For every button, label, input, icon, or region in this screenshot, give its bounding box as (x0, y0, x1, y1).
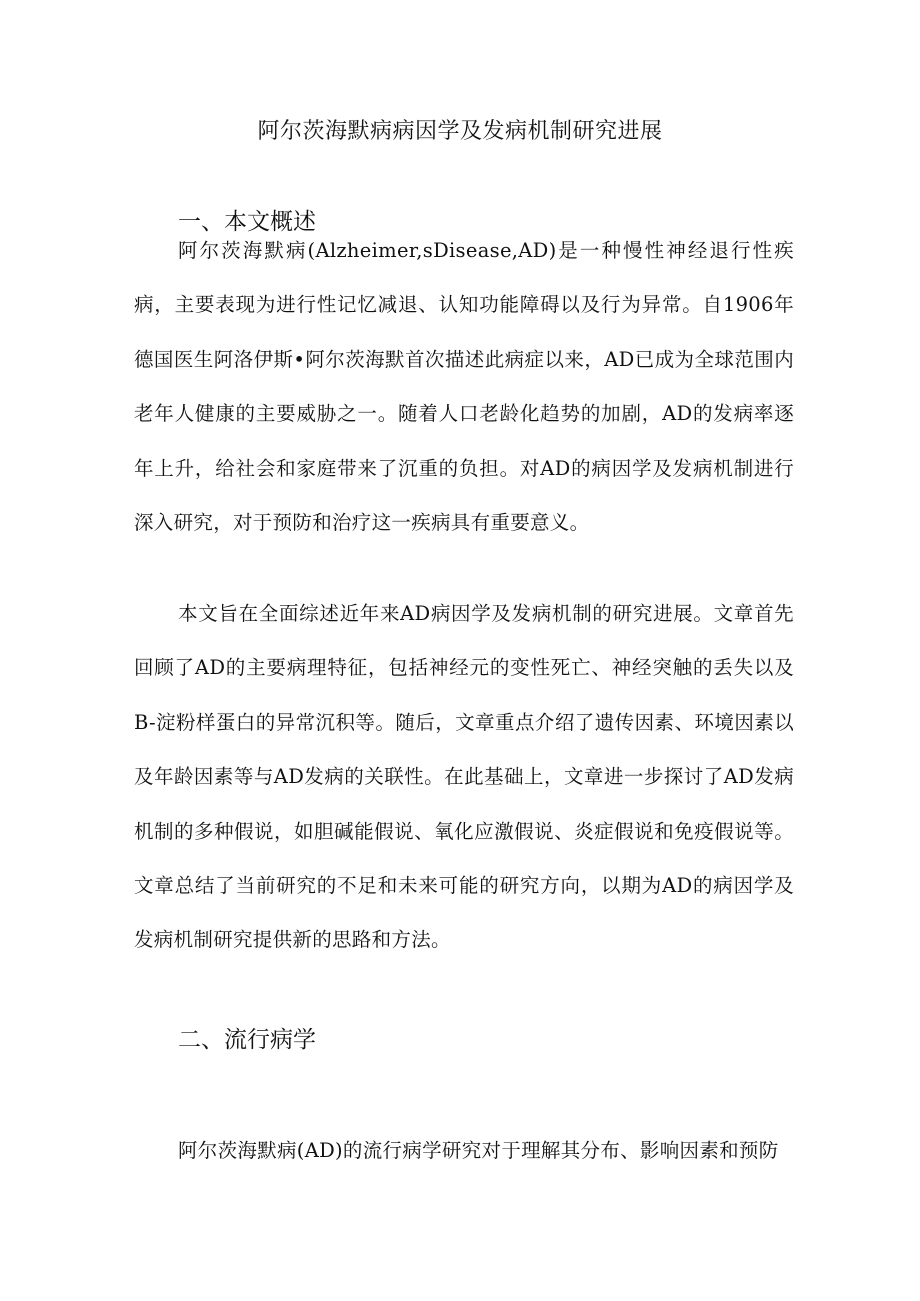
document-title: 阿尔茨海默病病因学及发病机制研究进展 (257, 119, 663, 144)
section-heading-overview: 一、本文概述 (178, 209, 316, 235)
section-heading-epidemiology: 二、流行病学 (178, 1027, 316, 1053)
paragraph-intro: 阿尔茨海默病(Alzheimer,sDisease,AD)是一种慢性神经退行性疾病，主要表现为进行性记忆减退、认知功能障碍以及行为异常。自1906年德国医生阿洛伊斯•阿尔茨海默首次描述此病症以来，AD已成为全球范围内老年人健康的主要威胁之一。随着人口老龄化趋势的加剧，AD的发病率逐年上升，给社会和家庭带来了沉重的负担。对AD的病因学及发病机制进行深入研究，对于预防和治疗这一疾病具有重要意义。 (134, 239, 794, 535)
paragraph-epidemiology: 阿尔茨海默病(AD)的流行病学研究对于理解其分布、影响因素和预防 (178, 1139, 779, 1162)
paragraph-purpose: 本文旨在全面综述近年来AD病因学及发病机制的研究进展。文章首先回顾了AD的主要病理特征，包括神经元的变性死亡、神经突触的丢失以及B-淀粉样蛋白的异常沉积等。随后，文章重点介绍了遗传因素、环境因素以及年龄因素等与AD发病的关联性。在此基础上，文章进一步探讨了AD发病机制的多种假说，如胆碱能假说、氧化应激假说、炎症假说和免疫假说等。文章总结了当前研究的不足和未来可能的研究方向，以期为AD的病因学及发病机制研究提供新的思路和方法。 (134, 602, 794, 952)
